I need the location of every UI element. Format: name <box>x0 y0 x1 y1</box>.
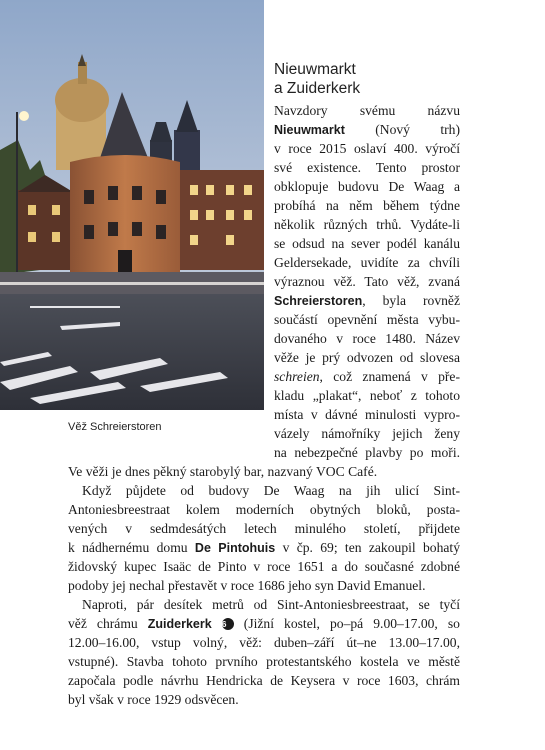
text-span: se odsud na sever podél kanálu <box>274 236 460 251</box>
section-heading <box>274 60 474 98</box>
text-line <box>68 576 426 595</box>
text-line <box>68 690 239 709</box>
text-line <box>274 215 460 234</box>
text-span: vených v sedmdesátých letech minulého století, přijdete <box>68 521 460 536</box>
text-span: židovský kupec Isaäc de Pinto v roce 1651 a do současné zdobné <box>68 559 460 574</box>
text-span: výraznou věž. Tato věž, zvaná <box>274 274 460 289</box>
bold-term: Nieuwmarkt <box>274 123 345 137</box>
text-line <box>274 310 460 329</box>
text-line <box>274 177 460 196</box>
text-line <box>68 633 460 652</box>
text-line <box>68 500 460 519</box>
text-span: vázely námořníky jejich ženy <box>274 426 460 441</box>
text-span: probíhá na něm během týdne <box>274 198 460 213</box>
text-line <box>274 386 460 405</box>
photo-caption: Věž Schreierstoren <box>68 421 162 433</box>
text-line <box>274 367 460 386</box>
text-line <box>82 595 460 614</box>
text-line <box>274 139 460 158</box>
text-line <box>274 120 460 140</box>
text-span: k nádhernému domu <box>68 540 195 555</box>
text-span: Antoniesbreestraat kolem moderních obytných bloků, posta- <box>68 502 460 517</box>
text-line <box>68 671 460 690</box>
text-line <box>274 348 460 367</box>
text-line <box>274 443 460 462</box>
text-span: součástí opevnění města vybu- <box>274 312 460 327</box>
text-span: několik různých trhů. Vydáte-li <box>274 217 460 232</box>
text-line <box>274 101 460 120</box>
text-span: vstupné). Stavba tohoto prvního protestantského kostela ve městě <box>68 654 460 669</box>
text-span: v roce 2015 oslaví 400. výročí <box>274 141 460 156</box>
text-span <box>212 616 222 631</box>
text-span: v čp. 69; ten zakoupil bohatý <box>275 540 460 555</box>
bold-term: Schreierstoren <box>274 294 363 308</box>
text-span: , což znamená v pře- <box>319 369 460 384</box>
text-line <box>82 481 460 500</box>
text-span: Když půjdete od budovy De Waag na jih ulicí Sint- <box>82 483 460 498</box>
text-span: , byla rovněž <box>362 293 460 308</box>
text-span: podoby jej nechal přestavět v roce 1686 jeho syn David Emanuel. <box>68 578 426 593</box>
text-line <box>274 329 460 348</box>
text-line <box>274 253 460 272</box>
heading-line-2: a Zuiderkerk <box>274 80 361 97</box>
text-span: Naproti, pár desítek metrů od Sint-Antoniesbreestraat, se tyčí <box>82 597 460 612</box>
bold-term: Zuiderkerk <box>147 617 212 631</box>
text-line <box>274 272 460 291</box>
text-span: své existence. Tento prostor <box>274 160 460 175</box>
text-span: Navzdory svému názvu <box>274 103 460 118</box>
text-span: obklopuje budovu De Waag a <box>274 179 460 194</box>
text-line <box>68 557 460 576</box>
text-span: kladu „plakat“, neboť z tohoto <box>274 388 460 403</box>
text-line <box>68 538 460 558</box>
text-line <box>274 405 460 424</box>
text-span: věže je prý odvozen od slovesa <box>274 350 460 365</box>
text-span: započala podle návrhu Hendricka de Keysera v roce 1603, chrám <box>68 673 460 688</box>
text-span: byl však v roce 1929 odsvěcen. <box>68 692 239 707</box>
text-span: (Nový trh) <box>344 122 460 137</box>
text-line <box>274 291 460 311</box>
italic-term: schreien <box>274 369 320 384</box>
text-span: místa v dávné minulosti vypro- <box>274 407 460 422</box>
text-span: Ve věži je dnes pěkný starobylý bar, nazvaný VOC Café. <box>68 464 378 479</box>
text-line <box>274 424 460 443</box>
text-line <box>68 652 460 671</box>
text-span: na nebezpečné plavby po moři. <box>274 445 460 460</box>
text-line <box>274 234 460 253</box>
text-span: Geldersekade, uvidíte za chvíli <box>274 255 460 270</box>
text-span: věž chrámu <box>68 616 148 631</box>
text-line <box>68 614 460 634</box>
text-span: dovaného v roce 1480. Název <box>274 331 460 346</box>
photo-schreierstoren <box>0 0 264 410</box>
map-marker-number: 6 <box>222 618 234 630</box>
bold-term: De Pintohuis <box>194 541 276 555</box>
text-line <box>68 462 377 481</box>
text-line <box>68 519 460 538</box>
heading-line-1: Nieuwmarkt <box>274 61 356 78</box>
text-span: 12.00–16.00, vstup volný, věž: duben–září út–ne 13.00–17.00, <box>68 635 460 650</box>
text-line <box>274 158 460 177</box>
text-line <box>274 196 460 215</box>
text-span: (Jižní kostel, po–pá 9.00–17.00, so <box>233 616 460 631</box>
